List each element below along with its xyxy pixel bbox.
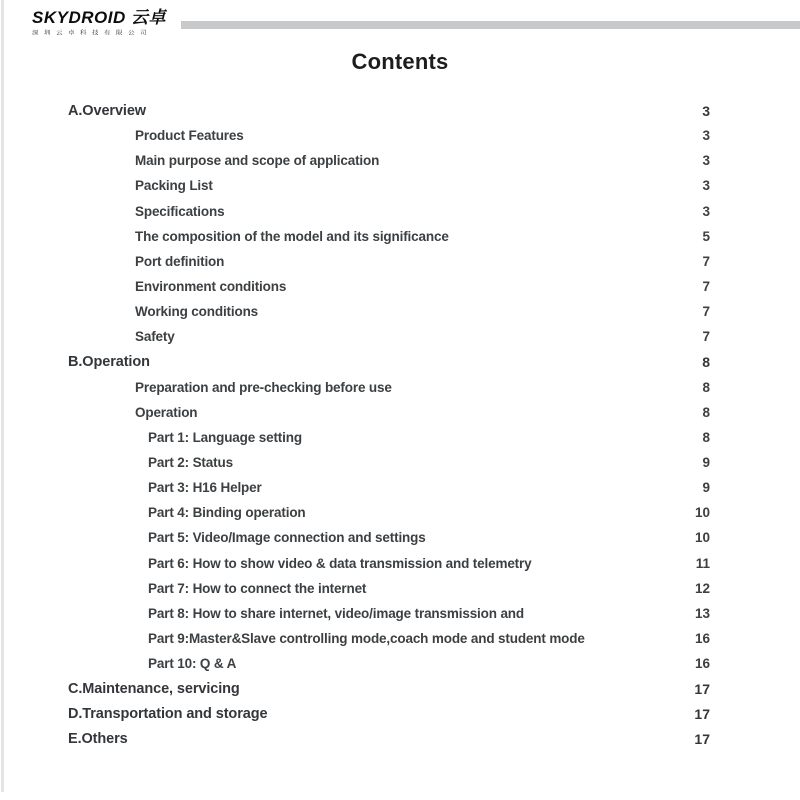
toc-entry-label: Specifications bbox=[135, 203, 225, 219]
toc-entry-page: 7 bbox=[702, 304, 710, 320]
toc-entry[interactable] bbox=[0, 676, 800, 701]
toc-entry-label: Part 9:Master&Slave controlling mode,coach mode and student mode bbox=[148, 631, 585, 647]
toc-entry-label: B.Operation bbox=[68, 353, 150, 370]
toc-entry-page: 8 bbox=[702, 353, 710, 370]
toc-entry-label: Part 6: How to show video & data transmission and telemetry bbox=[148, 555, 532, 571]
toc-entry[interactable] bbox=[0, 500, 800, 525]
toc-entry[interactable] bbox=[0, 425, 800, 450]
toc-entry-label: Part 8: How to share internet, video/image transmission and bbox=[148, 605, 524, 621]
toc-entry-page: 9 bbox=[702, 480, 710, 496]
toc-entry-page: 8 bbox=[702, 379, 710, 395]
toc-entry-page: 3 bbox=[702, 153, 710, 169]
toc-entry-page: 3 bbox=[702, 102, 710, 119]
toc-entry-page: 8 bbox=[702, 429, 710, 445]
toc-entry-page: 17 bbox=[694, 680, 710, 697]
toc-entry-page: 16 bbox=[694, 631, 710, 647]
skydroid-logo bbox=[32, 9, 166, 37]
toc-entry-label: Working conditions bbox=[135, 304, 259, 320]
toc-entry-label: Preparation and pre-checking before use bbox=[135, 379, 392, 395]
toc-entry-label: Packing List bbox=[135, 178, 213, 194]
toc-entry-page: 17 bbox=[694, 705, 710, 722]
toc-entry-label: C.Maintenance, servicing bbox=[68, 680, 240, 697]
toc-entry[interactable] bbox=[0, 224, 800, 249]
toc-entry[interactable] bbox=[0, 576, 800, 601]
toc-entry[interactable] bbox=[0, 626, 800, 651]
toc-entry-label: Main purpose and scope of application bbox=[135, 153, 380, 169]
toc-entry-page: 7 bbox=[702, 253, 710, 269]
toc-entry-label: Product Features bbox=[135, 128, 244, 144]
toc-entry-label: Safety bbox=[135, 329, 175, 345]
header-divider-bar bbox=[181, 21, 800, 29]
toc-entry[interactable] bbox=[0, 400, 800, 425]
toc-entry-page: 5 bbox=[702, 228, 710, 244]
toc-entry-page: 11 bbox=[695, 555, 710, 571]
page-title: Contents bbox=[351, 49, 449, 74]
toc-entry[interactable] bbox=[0, 525, 800, 550]
toc-entry[interactable] bbox=[0, 274, 800, 299]
toc-entry-label: Operation bbox=[135, 404, 198, 420]
toc-entry[interactable] bbox=[0, 727, 800, 752]
toc-entry-page: 3 bbox=[702, 178, 710, 194]
toc-entry-label: Part 4: Binding operation bbox=[148, 505, 306, 521]
toc-entry-label: Part 5: Video/Image connection and settings bbox=[148, 530, 426, 546]
toc-entry[interactable] bbox=[0, 324, 800, 349]
toc-entry[interactable] bbox=[0, 450, 800, 475]
toc-entry-page: 7 bbox=[702, 279, 710, 295]
toc-entry[interactable] bbox=[0, 375, 800, 400]
toc-entry-page: 3 bbox=[702, 128, 710, 144]
toc-entry-page: 17 bbox=[694, 731, 710, 748]
toc-entry-label: Part 7: How to connect the internet bbox=[148, 580, 367, 596]
toc-entry[interactable] bbox=[0, 551, 800, 576]
table-of-contents bbox=[0, 98, 800, 752]
toc-entry-label: Part 10: Q & A bbox=[148, 656, 237, 672]
toc-entry[interactable] bbox=[0, 123, 800, 148]
toc-entry-page: 16 bbox=[694, 656, 710, 672]
toc-entry-label: Port definition bbox=[135, 253, 225, 269]
toc-entry-label: D.Transportation and storage bbox=[68, 705, 268, 722]
toc-entry-label: The composition of the model and its significance bbox=[135, 228, 449, 244]
toc-entry[interactable] bbox=[0, 299, 800, 324]
toc-entry-label: Part 3: H16 Helper bbox=[148, 480, 262, 496]
toc-entry-label: A.Overview bbox=[68, 102, 146, 119]
toc-entry-label: Part 1: Language setting bbox=[148, 429, 302, 445]
toc-entry-page: 13 bbox=[694, 605, 710, 621]
toc-entry-page: 12 bbox=[694, 580, 710, 596]
toc-entry-page: 3 bbox=[702, 203, 710, 219]
toc-entry[interactable] bbox=[0, 98, 800, 123]
toc-entry-label: Part 2: Status bbox=[148, 455, 233, 471]
toc-entry-page: 9 bbox=[702, 455, 710, 471]
toc-entry[interactable] bbox=[0, 199, 800, 224]
toc-entry[interactable] bbox=[0, 701, 800, 726]
toc-entry[interactable] bbox=[0, 148, 800, 173]
toc-entry[interactable] bbox=[0, 173, 800, 198]
toc-entry-page: 8 bbox=[702, 404, 710, 420]
toc-entry-label: Environment conditions bbox=[135, 279, 287, 295]
toc-entry-page: 7 bbox=[702, 329, 710, 345]
toc-entry-page: 10 bbox=[694, 530, 710, 546]
toc-entry-label: E.Others bbox=[68, 731, 128, 748]
logo-brand-text: SKYDROID 云卓 bbox=[32, 8, 166, 27]
toc-entry[interactable] bbox=[0, 601, 800, 626]
toc-entry[interactable] bbox=[0, 349, 800, 374]
toc-entry[interactable] bbox=[0, 475, 800, 500]
toc-entry-page: 10 bbox=[694, 505, 710, 521]
logo-company-text: 深圳云卓科技有限公司 bbox=[32, 29, 152, 36]
toc-entry[interactable] bbox=[0, 651, 800, 676]
toc-entry[interactable] bbox=[0, 249, 800, 274]
